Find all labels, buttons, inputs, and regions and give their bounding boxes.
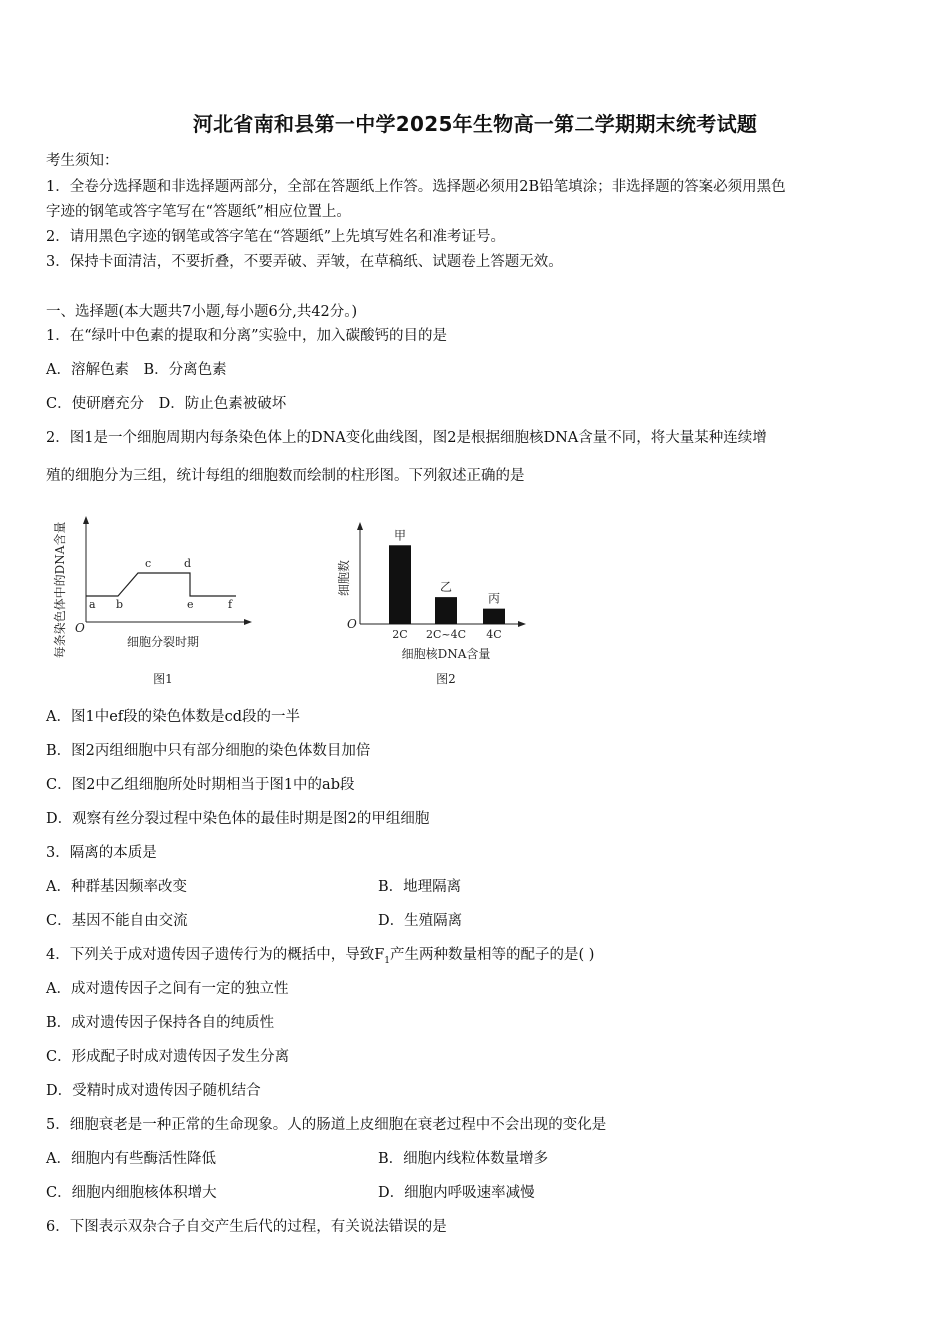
q2-figures <box>48 500 528 695</box>
fig2-bar-label-1: 甲 <box>393 528 407 543</box>
fig1-point-c: c <box>145 557 152 570</box>
q5-option-c: C．细胞内细胞核体积增大 <box>46 1185 217 1201</box>
q1-stem: 1．在“绿叶中色素的提取和分离”实验中，加入碳酸钙的目的是 <box>46 328 448 344</box>
q2-option-b: B．图2丙组细胞中只有部分细胞的染色体数目加倍 <box>46 743 371 759</box>
fig2-tick-label-3: 4C <box>486 628 502 641</box>
fig2-bar-label-3: 丙 <box>487 591 501 606</box>
fig2-x-arrow <box>518 621 526 627</box>
fig2-caption: 图2 <box>436 672 456 686</box>
figure-1 <box>52 516 252 686</box>
fig1-y-arrow <box>83 516 89 524</box>
fig1-point-f: f <box>228 598 233 611</box>
q4-option-b: B．成对遗传因子保持各自的纯质性 <box>46 1015 275 1031</box>
fig2-bar-3 <box>483 609 505 624</box>
q3-stem: 3．隔离的本质是 <box>46 845 157 861</box>
fig1-origin: O <box>75 621 85 635</box>
q5-option-a: A．细胞内有些酶活性降低 <box>46 1151 216 1167</box>
q2-option-c: C．图2中乙组细胞所处时期相当于图1中的ab段 <box>46 777 355 793</box>
q3-option-d: D．生殖隔离 <box>378 913 463 929</box>
fig1-dna-curve <box>86 573 236 596</box>
q1-options-cd: C．使研磨充分 D．防止色素被破坏 <box>46 396 287 412</box>
fig1-ylabel: 每条染色体中的DNA含量 <box>53 521 67 659</box>
q4-option-c: C．形成配子时成对遗传因子发生分离 <box>46 1049 290 1065</box>
fig2-bar-2 <box>435 597 457 624</box>
q3-option-c: C．基因不能自由交流 <box>46 913 188 929</box>
q2-option-a: A．图1中ef段的染色体数是cd段的一半 <box>46 709 301 725</box>
fig1-point-a: a <box>89 598 96 611</box>
q4-stem-post: 产生两种数量相等的配子的是( ) <box>390 947 595 963</box>
fig1-point-b: b <box>116 598 124 611</box>
notice-item-2: 2．请用黑色字迹的钢笔或答字笔在“答题纸”上先填写姓名和准考证号。 <box>46 229 506 245</box>
notice-item-1: 1．全卷分选择题和非选择题两部分，全部在答题纸上作答。选择题必须用2B铅笔填涂；非选择题的答案必须用黑色 <box>46 179 786 195</box>
q1-options-ab: A．溶解色素 B．分离色素 <box>46 362 227 378</box>
fig2-ylabel: 细胞数 <box>337 559 351 597</box>
figure-2 <box>336 522 526 686</box>
notice-item-3: 3．保持卡面清洁，不要折叠，不要弄破、弄皱，在草稿纸、试题卷上答题无效。 <box>46 254 563 270</box>
q4-stem <box>46 945 594 971</box>
fig1-point-d: d <box>184 557 192 570</box>
q2-stem-line2: 殖的细胞分为三组，统计每组的细胞数而绘制的柱形图。下列叙述正确的是 <box>46 468 525 484</box>
section-heading: 一、选择题(本大题共7小题,每小题6分,共42分。) <box>46 304 358 320</box>
fig2-xlabel: 细胞核DNA含量 <box>401 647 491 661</box>
fig2-tick-label-1: 2C <box>392 628 408 641</box>
q4-option-a: A．成对遗传因子之间有一定的独立性 <box>46 981 289 997</box>
fig1-x-arrow <box>244 619 252 625</box>
q3-option-a: A．种群基因频率改变 <box>46 879 187 895</box>
fig1-caption: 图1 <box>153 672 173 686</box>
q4-option-d: D．受精时成对遗传因子随机结合 <box>46 1083 261 1099</box>
q5-option-b: B．细胞内线粒体数量增多 <box>378 1151 549 1167</box>
fig1-xlabel: 细胞分裂时期 <box>126 635 200 649</box>
q5-stem: 5．细胞衰老是一种正常的生命现象。人的肠道上皮细胞在衰老过程中不会出现的变化是 <box>46 1117 607 1133</box>
q6-stem: 6．下图表示双杂合子自交产生后代的过程，有关说法错误的是 <box>46 1219 447 1235</box>
fig2-y-arrow <box>357 522 363 530</box>
q5-option-d: D．细胞内呼吸速率减慢 <box>378 1185 535 1201</box>
q2-stem-line1: 2．图1是一个细胞周期内每条染色体上的DNA变化曲线图，图2是根据细胞核DNA含量不同，将大量某种连续增 <box>46 430 767 446</box>
q4-stem-sub: 1 <box>384 955 391 966</box>
q3-option-b: B．地理隔离 <box>378 879 462 895</box>
notice-heading: 考生须知： <box>46 153 119 169</box>
notice-item-1-cont: 字迹的钢笔或答字笔写在“答题纸”相应位置上。 <box>46 204 351 220</box>
page-title: 河北省南和县第一中学2025年生物高一第二学期期末统考试题 <box>192 112 758 136</box>
fig2-bar-label-2: 乙 <box>439 580 453 595</box>
q2-option-d: D．观察有丝分裂过程中染色体的最佳时期是图2的甲组细胞 <box>46 811 430 827</box>
fig2-origin: O <box>347 617 357 631</box>
fig1-point-e: e <box>187 598 194 611</box>
fig2-tick-label-2: 2C~4C <box>425 628 467 641</box>
q4-stem-pre: 4．下列关于成对遗传因子遗传行为的概括中，导致F <box>46 947 385 963</box>
fig2-bar-1 <box>389 545 411 624</box>
